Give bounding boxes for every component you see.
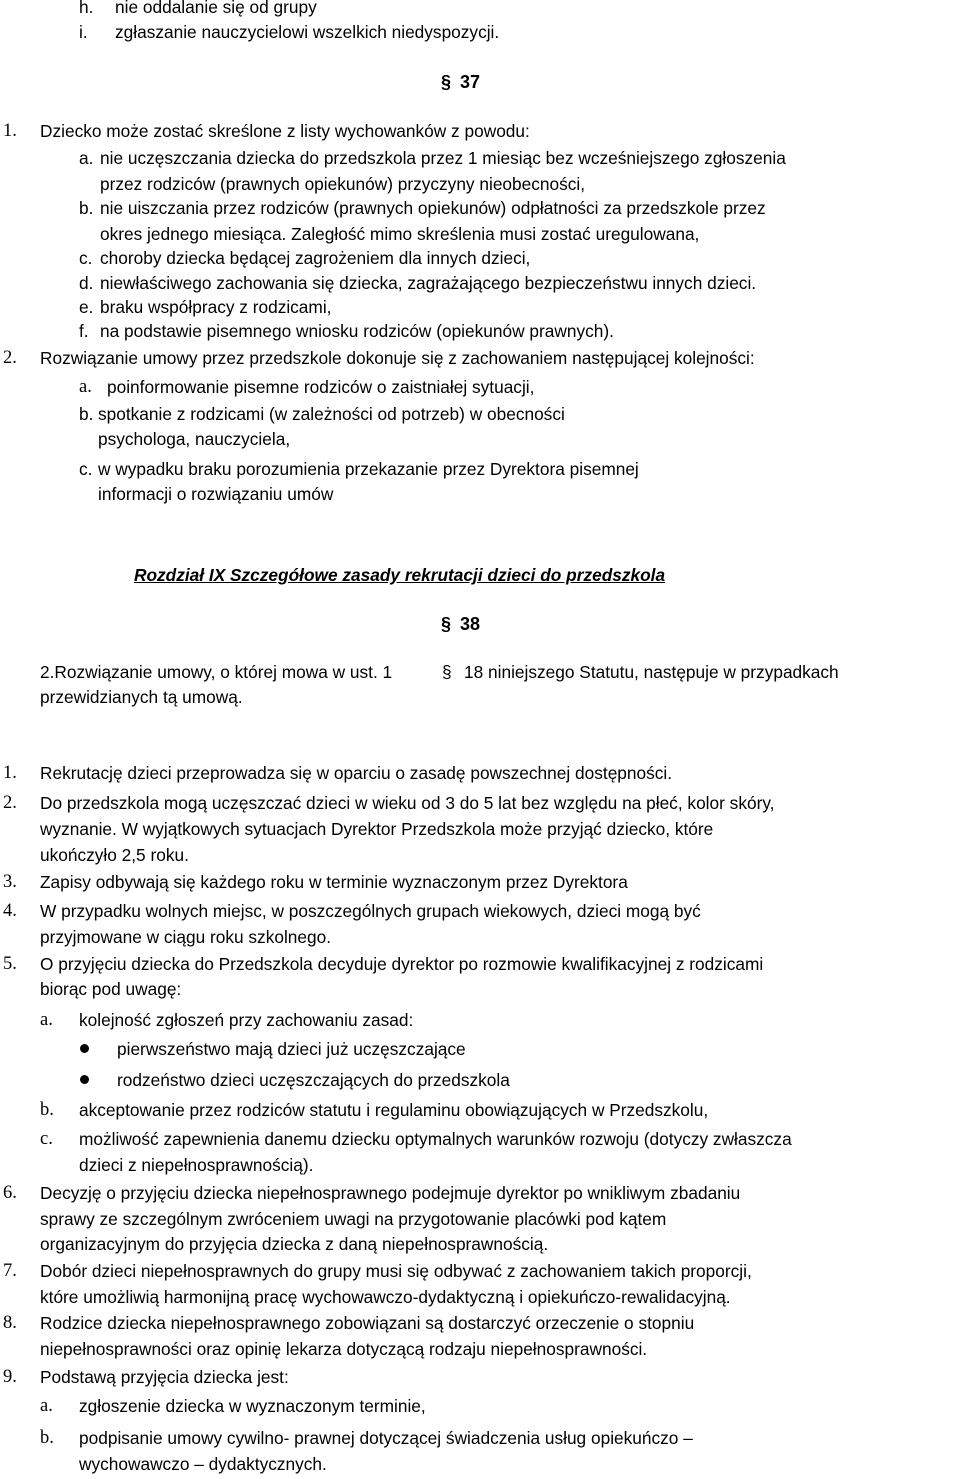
intro-text: przewidzianych tą umową. xyxy=(40,687,243,707)
item-text: organizacyjnym do przyjęcia dziecka z daną niepełnosprawnością. xyxy=(40,1234,549,1254)
sub-marker: c. xyxy=(40,1129,53,1149)
item-number: 2. xyxy=(3,348,17,368)
sub-text: informacji o rozwiązaniu umów xyxy=(98,484,334,504)
paragraph-number: 37 xyxy=(460,72,481,92)
item-text: wyznanie. W wyjątkowych sytuacjach Dyrektor Przedszkola może przyjąć dziecko, które xyxy=(40,819,714,839)
item-number: 1. xyxy=(3,121,17,141)
sub-text: braku współpracy z rodzicami, xyxy=(100,297,332,317)
bullet-text: rodzeństwo dzieci uczęszczających do przedszkola xyxy=(117,1070,510,1090)
sub-text: nie uczęszczania dziecka do przedszkola przez 1 miesiąc bez wcześniejszego zgłoszenia xyxy=(100,148,786,168)
item-number: 7. xyxy=(3,1261,17,1281)
sub-text: nie uiszczania przez rodziców (prawnych opiekunów) odpłatności za przedszkole przez xyxy=(100,198,766,218)
sub-text: choroby dziecka będącej zagrożeniem dla innych dzieci, xyxy=(100,248,531,268)
item-number: 4. xyxy=(3,901,17,921)
list-marker: i. xyxy=(79,22,88,42)
item-text: Podstawą przyjęcia dziecka jest: xyxy=(40,1367,289,1387)
item-text: Rodzice dziecka niepełnosprawnego zobowiązani są dostarczyć orzeczenie o stopniu xyxy=(40,1313,695,1333)
item-text: przyjmowane w ciągu roku szkolnego. xyxy=(40,927,332,947)
sub-text: możliwość zapewnienia danemu dziecku optymalnych warunków rozwoju (dotyczy zwłaszcza xyxy=(79,1129,792,1149)
item-text: ukończyło 2,5 roku. xyxy=(40,845,189,865)
paragraph-sign: § xyxy=(441,72,452,92)
sub-marker: c. xyxy=(79,459,93,479)
bullet-text: pierwszeństwo mają dzieci już uczęszczające xyxy=(117,1039,466,1059)
sub-marker: a. xyxy=(79,377,92,397)
sub-text: na podstawie pisemnego wniosku rodziców (opiekunów prawnych). xyxy=(100,321,614,341)
sub-marker: b. xyxy=(79,198,94,218)
item-text: Zapisy odbywają się każdego roku w terminie wyznaczonym przez Dyrektora xyxy=(40,872,628,892)
paragraph-sign-inline: § xyxy=(442,662,452,682)
bullet-icon xyxy=(80,1075,89,1084)
sub-text: spotkanie z rodzicami (w zależności od potrzeb) w obecności xyxy=(98,404,565,424)
item-text: O przyjęciu dziecka do Przedszkola decyduje dyrektor po rozmowie kwalifikacyjnej z rodzicami xyxy=(40,954,764,974)
sub-marker: f. xyxy=(79,321,89,341)
sub-text: niewłaściwego zachowania się dziecka, zagrażającego bezpieczeństwu innych dzieci. xyxy=(100,273,757,293)
item-text: W przypadku wolnych miejsc, w poszczególnych grupach wiekowych, dzieci mogą być xyxy=(40,901,701,921)
sub-text: okres jednego miesiąca. Zaległość mimo skreślenia musi zostać uregulowana, xyxy=(100,224,700,244)
sub-text: akceptowanie przez rodziców statutu i regulaminu obowiązujących w Przedszkolu, xyxy=(79,1100,709,1120)
item-text: Rekrutację dzieci przeprowadza się w oparciu o zasadę powszechnej dostępności. xyxy=(40,763,673,783)
sub-text: zgłoszenie dziecka w wyznaczonym terminie, xyxy=(79,1396,426,1416)
sub-text: przez rodziców (prawnych opiekunów) przyczyny nieobecności, xyxy=(100,174,586,194)
sub-text: psychologa, nauczyciela, xyxy=(98,429,291,449)
item-text: Dziecko może zostać skreślone z listy wychowanków z powodu: xyxy=(40,121,530,141)
list-item-text: zgłaszanie nauczycielowi wszelkich niedyspozycji. xyxy=(115,22,500,42)
sub-text: wychowawczo – dydaktycznych. xyxy=(79,1454,327,1474)
item-number: 8. xyxy=(3,1313,17,1333)
sub-marker: d. xyxy=(79,273,94,293)
sub-text: podpisanie umowy cywilno- prawnej dotyczącej świadczenia usług opiekuńczo – xyxy=(79,1428,693,1448)
item-text: Decyzję o przyjęciu dziecka niepełnosprawnego podejmuje dyrektor po wnikliwym zbadaniu xyxy=(40,1183,741,1203)
item-text: Dobór dzieci niepełnosprawnych do grupy musi się odbywać z zachowaniem takich proporcji, xyxy=(40,1261,752,1281)
sub-text: poinformowanie pisemne rodziców o zaistniałej sytuacji, xyxy=(107,377,535,397)
sub-marker: e. xyxy=(79,297,94,317)
sub-marker: a. xyxy=(40,1010,53,1030)
sub-text: kolejność zgłoszeń przy zachowaniu zasad: xyxy=(79,1010,414,1030)
sub-text: w wypadku braku porozumienia przekazanie przez Dyrektora pisemnej xyxy=(98,459,639,479)
sub-marker: a. xyxy=(40,1396,53,1416)
item-text: Do przedszkola mogą uczęszczać dzieci w wieku od 3 do 5 lat bez względu na płeć, kolor skóry, xyxy=(40,793,775,813)
item-number: 9. xyxy=(3,1367,17,1387)
sub-text: dzieci z niepełnosprawnością). xyxy=(79,1155,314,1175)
bullet-icon xyxy=(80,1044,89,1053)
intro-text: 18 niniejszego Statutu, następuje w przypadkach xyxy=(464,662,839,682)
intro-text: 2.Rozwiązanie umowy, o której mowa w ust. 1 xyxy=(40,662,393,682)
item-text: niepełnosprawności oraz opinię lekarza dotyczącą rodzaju niepełnosprawności. xyxy=(40,1339,648,1359)
item-number: 5. xyxy=(3,954,17,974)
paragraph-sign: § xyxy=(441,614,452,634)
item-number: 6. xyxy=(3,1183,17,1203)
sub-marker: a. xyxy=(79,148,94,168)
chapter-heading: Rozdział IX Szczegółowe zasady rekrutacji dzieci do przedszkola xyxy=(134,565,666,585)
item-number: 2. xyxy=(3,793,17,813)
sub-marker: b. xyxy=(40,1100,54,1120)
paragraph-number: 38 xyxy=(460,614,481,634)
item-number: 1. xyxy=(3,763,17,783)
item-text: Rozwiązanie umowy przez przedszkole dokonuje się z zachowaniem następującej kolejności: xyxy=(40,348,755,368)
item-text: biorąc pod uwagę: xyxy=(40,979,182,999)
list-item-text: nie oddalanie się od grupy xyxy=(115,0,317,17)
item-number: 3. xyxy=(3,872,17,892)
sub-marker: b. xyxy=(79,404,94,424)
item-text: które umożliwią harmonijną pracę wychowawczo-dydaktyczną i opiekuńczo-rewalidacyjną. xyxy=(40,1287,731,1307)
list-marker: h. xyxy=(79,0,94,17)
item-text: sprawy ze szczególnym zwróceniem uwagi na przygotowanie placówki pod kątem xyxy=(40,1209,667,1229)
sub-marker: b. xyxy=(40,1428,54,1448)
sub-marker: c. xyxy=(79,248,93,268)
